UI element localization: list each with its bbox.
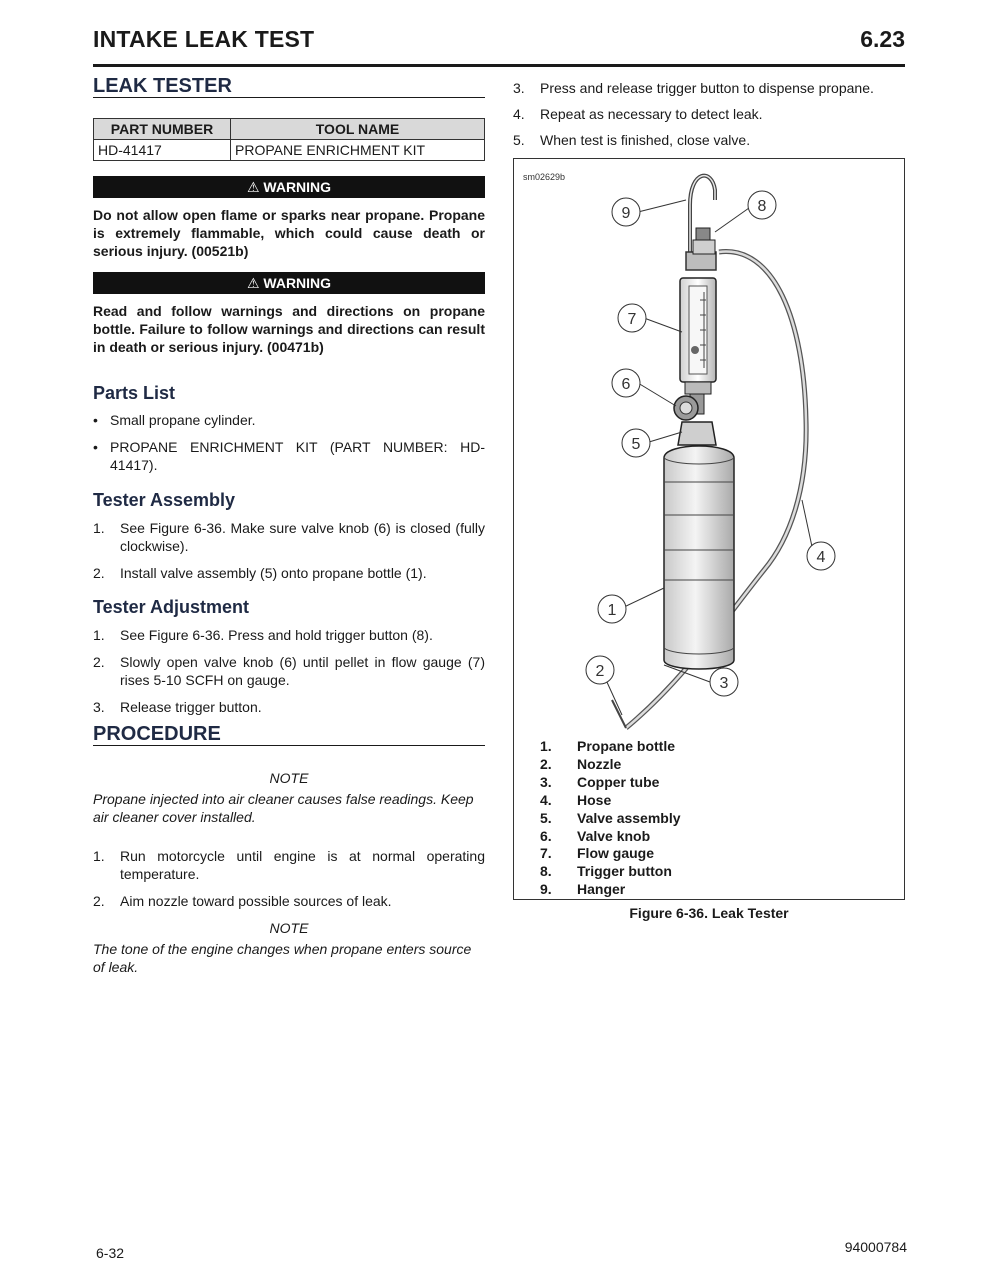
legend-item: 6. Valve knob <box>540 827 651 844</box>
tester-assembly-steps <box>93 519 485 591</box>
callout-4 <box>807 542 835 570</box>
legend-item: 2. Nozzle <box>540 755 622 772</box>
callout-label: 2 <box>595 663 605 680</box>
note-label: NOTE <box>269 770 309 786</box>
callout-1 <box>598 595 626 623</box>
procedure-title: PROCEDURE <box>93 723 221 745</box>
valve-assembly <box>678 422 716 445</box>
list-item: 3. Press and release trigger button to dispense propane. <box>513 80 874 96</box>
list-item: 3. Release trigger button. <box>93 699 262 715</box>
page-header-title: INTAKE LEAK TEST <box>93 26 315 52</box>
callout-3 <box>710 668 738 696</box>
callout-label: 6 <box>621 376 631 393</box>
callout-7 <box>618 304 646 332</box>
table-header-part-number: PART NUMBER <box>94 119 231 140</box>
callout-2 <box>586 656 614 684</box>
callout-label: 9 <box>621 205 631 222</box>
table-cell-tool-name: PROPANE ENRICHMENT KIT <box>231 140 485 161</box>
warning-text: Do not allow open flame or sparks near propane. Propane is extremely flammable, which could cause death or serious injury. (00521b) <box>93 207 485 259</box>
nozzle <box>612 700 626 728</box>
callout-label: 4 <box>816 549 826 566</box>
table-cell-part-number: HD-41417 <box>94 140 231 161</box>
note-label: NOTE <box>269 920 309 936</box>
procedure-steps <box>93 847 485 919</box>
legend-item: 7. Flow gauge <box>540 845 654 862</box>
page-number: 6-32 <box>96 1245 125 1261</box>
tool-table <box>93 118 485 161</box>
warning-label: WARNING <box>263 179 332 195</box>
procedure-steps-continued <box>513 79 905 157</box>
list-item: 2. Aim nozzle toward possible sources of leak. <box>93 893 392 909</box>
hanger-bracket <box>686 252 716 270</box>
callout-label: 5 <box>631 436 641 453</box>
callout-label: 7 <box>627 311 637 328</box>
figure-legend <box>540 738 681 899</box>
list-item: 2. Slowly open valve knob (6) until pellet in flow gauge (7) rises 5-10 SCFH on gauge. <box>93 654 485 688</box>
list-item: 4. Repeat as necessary to detect leak. <box>513 106 763 122</box>
warning-banner <box>93 176 485 198</box>
list-item: 1. See Figure 6-36. Make sure valve knob (6) is closed (fully clockwise). <box>93 520 485 554</box>
tester-adjustment-title: Tester Adjustment <box>93 597 250 617</box>
callout-6 <box>612 369 640 397</box>
list-item: • Small propane cylinder. <box>93 412 256 428</box>
legend-item: 8. Trigger button <box>540 863 672 880</box>
legend-item: 1. Propane bottle <box>540 738 676 754</box>
warning-triangle-icon: ⚠ <box>246 275 260 291</box>
table-header-tool-name: TOOL NAME <box>231 119 485 140</box>
legend-item: 3. Copper tube <box>540 773 660 790</box>
callout-label: 1 <box>607 602 617 619</box>
header-rule <box>93 64 905 67</box>
page-section-number: 6.23 <box>860 26 905 52</box>
figure-caption: Figure 6-36. Leak Tester <box>629 905 789 921</box>
callout-5 <box>622 429 650 457</box>
legend-item: 4. Hose <box>540 791 612 808</box>
list-item: • PROPANE ENRICHMENT KIT (PART NUMBER: HD-41417). <box>93 439 485 473</box>
propane-bottle <box>664 446 734 669</box>
tester-adjustment-steps <box>93 626 485 725</box>
note-text: Propane injected into air cleaner causes false readings. Keep air cleaner cover installed. <box>93 791 474 825</box>
list-item: 2. Install valve assembly (5) onto propane bottle (1). <box>93 565 427 581</box>
tester-assembly-title: Tester Assembly <box>93 490 236 510</box>
leak-tester-title: LEAK TESTER <box>93 75 232 97</box>
leak-tester-illustration <box>514 160 904 740</box>
section-rule <box>93 745 485 746</box>
warning-banner <box>93 272 485 294</box>
legend-item: 9. Hanger <box>540 881 626 898</box>
section-rule <box>93 97 485 98</box>
list-item: 1. Run motorcycle until engine is at normal operating temperature. <box>93 848 485 882</box>
parts-list <box>93 411 485 483</box>
note-text: The tone of the engine changes when propane enters source of leak. <box>93 941 472 975</box>
callout-label: 3 <box>719 675 729 692</box>
warning-triangle-icon: ⚠ <box>246 179 260 195</box>
list-item: 1. See Figure 6-36. Press and hold trigger button (8). <box>93 627 433 643</box>
warning-label: WARNING <box>263 275 332 291</box>
doc-number: 94000784 <box>844 1239 907 1255</box>
callout-label: 8 <box>757 198 767 215</box>
warning-text: Read and follow warnings and directions on propane bottle. Failure to follow warnings and directions can result in death or serious injury. (00471b) <box>93 303 485 355</box>
list-item: 5. When test is finished, close valve. <box>513 132 751 148</box>
legend-item: 5. Valve assembly <box>540 809 681 826</box>
callout-8 <box>748 191 776 219</box>
table-row <box>94 140 485 161</box>
figure-id: sm02629b <box>523 172 566 182</box>
parts-list-title: Parts List <box>93 383 176 403</box>
callout-9 <box>612 198 640 226</box>
